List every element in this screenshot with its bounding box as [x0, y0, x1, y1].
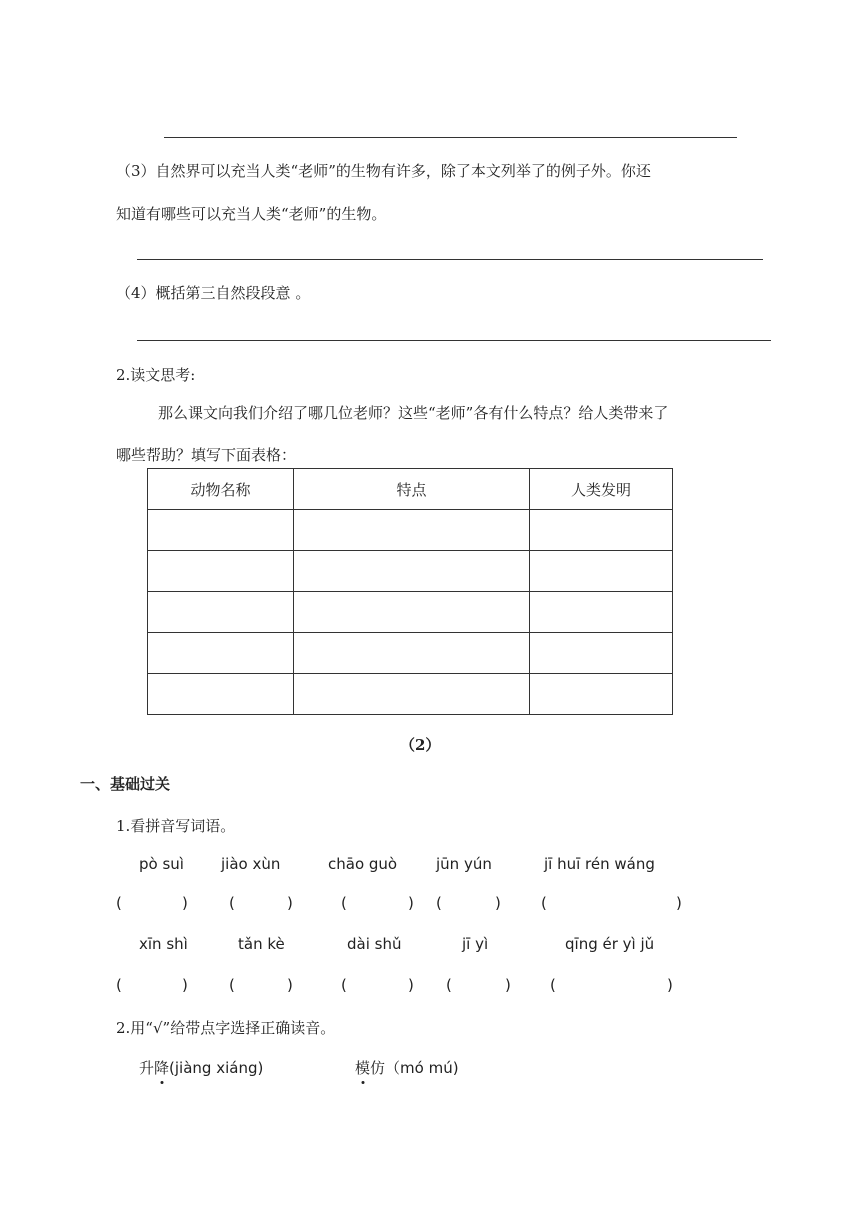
pronunciation-options[interactable]: (jiàng xiáng): [169, 1059, 264, 1077]
answer-paren-close: ): [676, 894, 682, 912]
table-cell[interactable]: [294, 551, 530, 592]
pinyin-item: jiào xùn: [221, 855, 281, 873]
pronunciation-item-1: [139, 1057, 263, 1078]
answer-paren-open: (: [116, 976, 122, 994]
pinyin-item: xīn shì: [139, 935, 188, 953]
answer-paren-close: ): [408, 976, 414, 994]
question-4: （4）概括第三自然段段意 。: [116, 284, 311, 302]
table-row: [148, 674, 673, 715]
table-cell[interactable]: [294, 510, 530, 551]
pinyin-item: tǎn kè: [238, 935, 285, 953]
answer-paren-open: (: [341, 894, 347, 912]
table-row: [148, 592, 673, 633]
table-cell[interactable]: [294, 674, 530, 715]
table-row: [148, 510, 673, 551]
answer-paren-close: ): [182, 976, 188, 994]
pinyin-item: qīng ér yì jǔ: [565, 935, 655, 953]
fill-in-table: [147, 468, 673, 715]
pinyin-item: jūn yún: [436, 855, 492, 873]
pronunciation-item-2: [355, 1057, 459, 1078]
table-cell[interactable]: [148, 551, 294, 592]
answer-paren-open: (: [116, 894, 122, 912]
answer-paren-open: (: [550, 976, 556, 994]
table-header-invention: 人类发明: [530, 469, 673, 510]
answer-paren-close: ): [287, 894, 293, 912]
answer-paren-close: ): [287, 976, 293, 994]
answer-paren-close: ): [182, 894, 188, 912]
char-plain: 仿: [370, 1059, 386, 1077]
question-3-line-2: 知道有哪些可以充当人类“老师”的生物。: [116, 205, 387, 223]
pinyin-item: chāo guò: [328, 855, 398, 873]
table-cell[interactable]: [530, 674, 673, 715]
section-title: 一、基础过关: [80, 775, 171, 793]
answer-paren-open: (: [541, 894, 547, 912]
answer-paren-open: (: [446, 976, 452, 994]
pinyin-item: dài shǔ: [347, 935, 402, 953]
answer-paren-open: (: [341, 976, 347, 994]
reading-prompt-line-2: 哪些帮助？填写下面表格：: [116, 446, 297, 464]
table-cell[interactable]: [294, 592, 530, 633]
table-cell[interactable]: [294, 633, 530, 674]
char-dotted: 降: [154, 1059, 170, 1077]
reading-prompt-line-1: 那么课文向我们介绍了哪几位老师？这些“老师”各有什么特点？给人类带来了: [158, 404, 669, 422]
pronunciation-task-heading: 2.用“√”给带点字选择正确读音。: [116, 1019, 336, 1037]
answer-paren-close: ): [408, 894, 414, 912]
table-cell[interactable]: [530, 551, 673, 592]
table-row: [148, 551, 673, 592]
question-3-line-1: （3）自然界可以充当人类“老师”的生物有许多，除了本文列举了的例子外。你还: [116, 162, 651, 180]
table-header-animal: 动物名称: [148, 469, 294, 510]
reading-heading: 2.读文思考:: [116, 366, 196, 384]
answer-paren-open: (: [229, 976, 235, 994]
table-cell[interactable]: [530, 592, 673, 633]
answer-paren-open: (: [436, 894, 442, 912]
pronunciation-options[interactable]: （mó mú): [385, 1059, 459, 1077]
pinyin-item: pò suì: [139, 855, 184, 873]
char-dotted: 模: [355, 1059, 371, 1077]
table-cell[interactable]: [148, 674, 294, 715]
answer-paren-close: ): [667, 976, 673, 994]
answer-line-q4: [137, 340, 771, 341]
table-row: [148, 633, 673, 674]
table-cell[interactable]: [148, 633, 294, 674]
pinyin-item: jī huī rén wáng: [544, 855, 655, 873]
table-cell[interactable]: [148, 592, 294, 633]
answer-line-q3: [137, 259, 763, 260]
pinyin-task-heading: 1.看拼音写词语。: [116, 817, 236, 835]
char-plain: 升: [139, 1059, 155, 1077]
table-cell[interactable]: [530, 510, 673, 551]
answer-paren-open: (: [229, 894, 235, 912]
page-marker: （2）: [400, 736, 441, 754]
answer-paren-close: ): [495, 894, 501, 912]
answer-paren-close: ): [505, 976, 511, 994]
pinyin-item: jī yì: [462, 935, 489, 953]
table-cell[interactable]: [530, 633, 673, 674]
table-header-feature: 特点: [294, 469, 530, 510]
table-header-row: [148, 469, 673, 510]
table-cell[interactable]: [148, 510, 294, 551]
answer-line-q2: [164, 137, 737, 138]
